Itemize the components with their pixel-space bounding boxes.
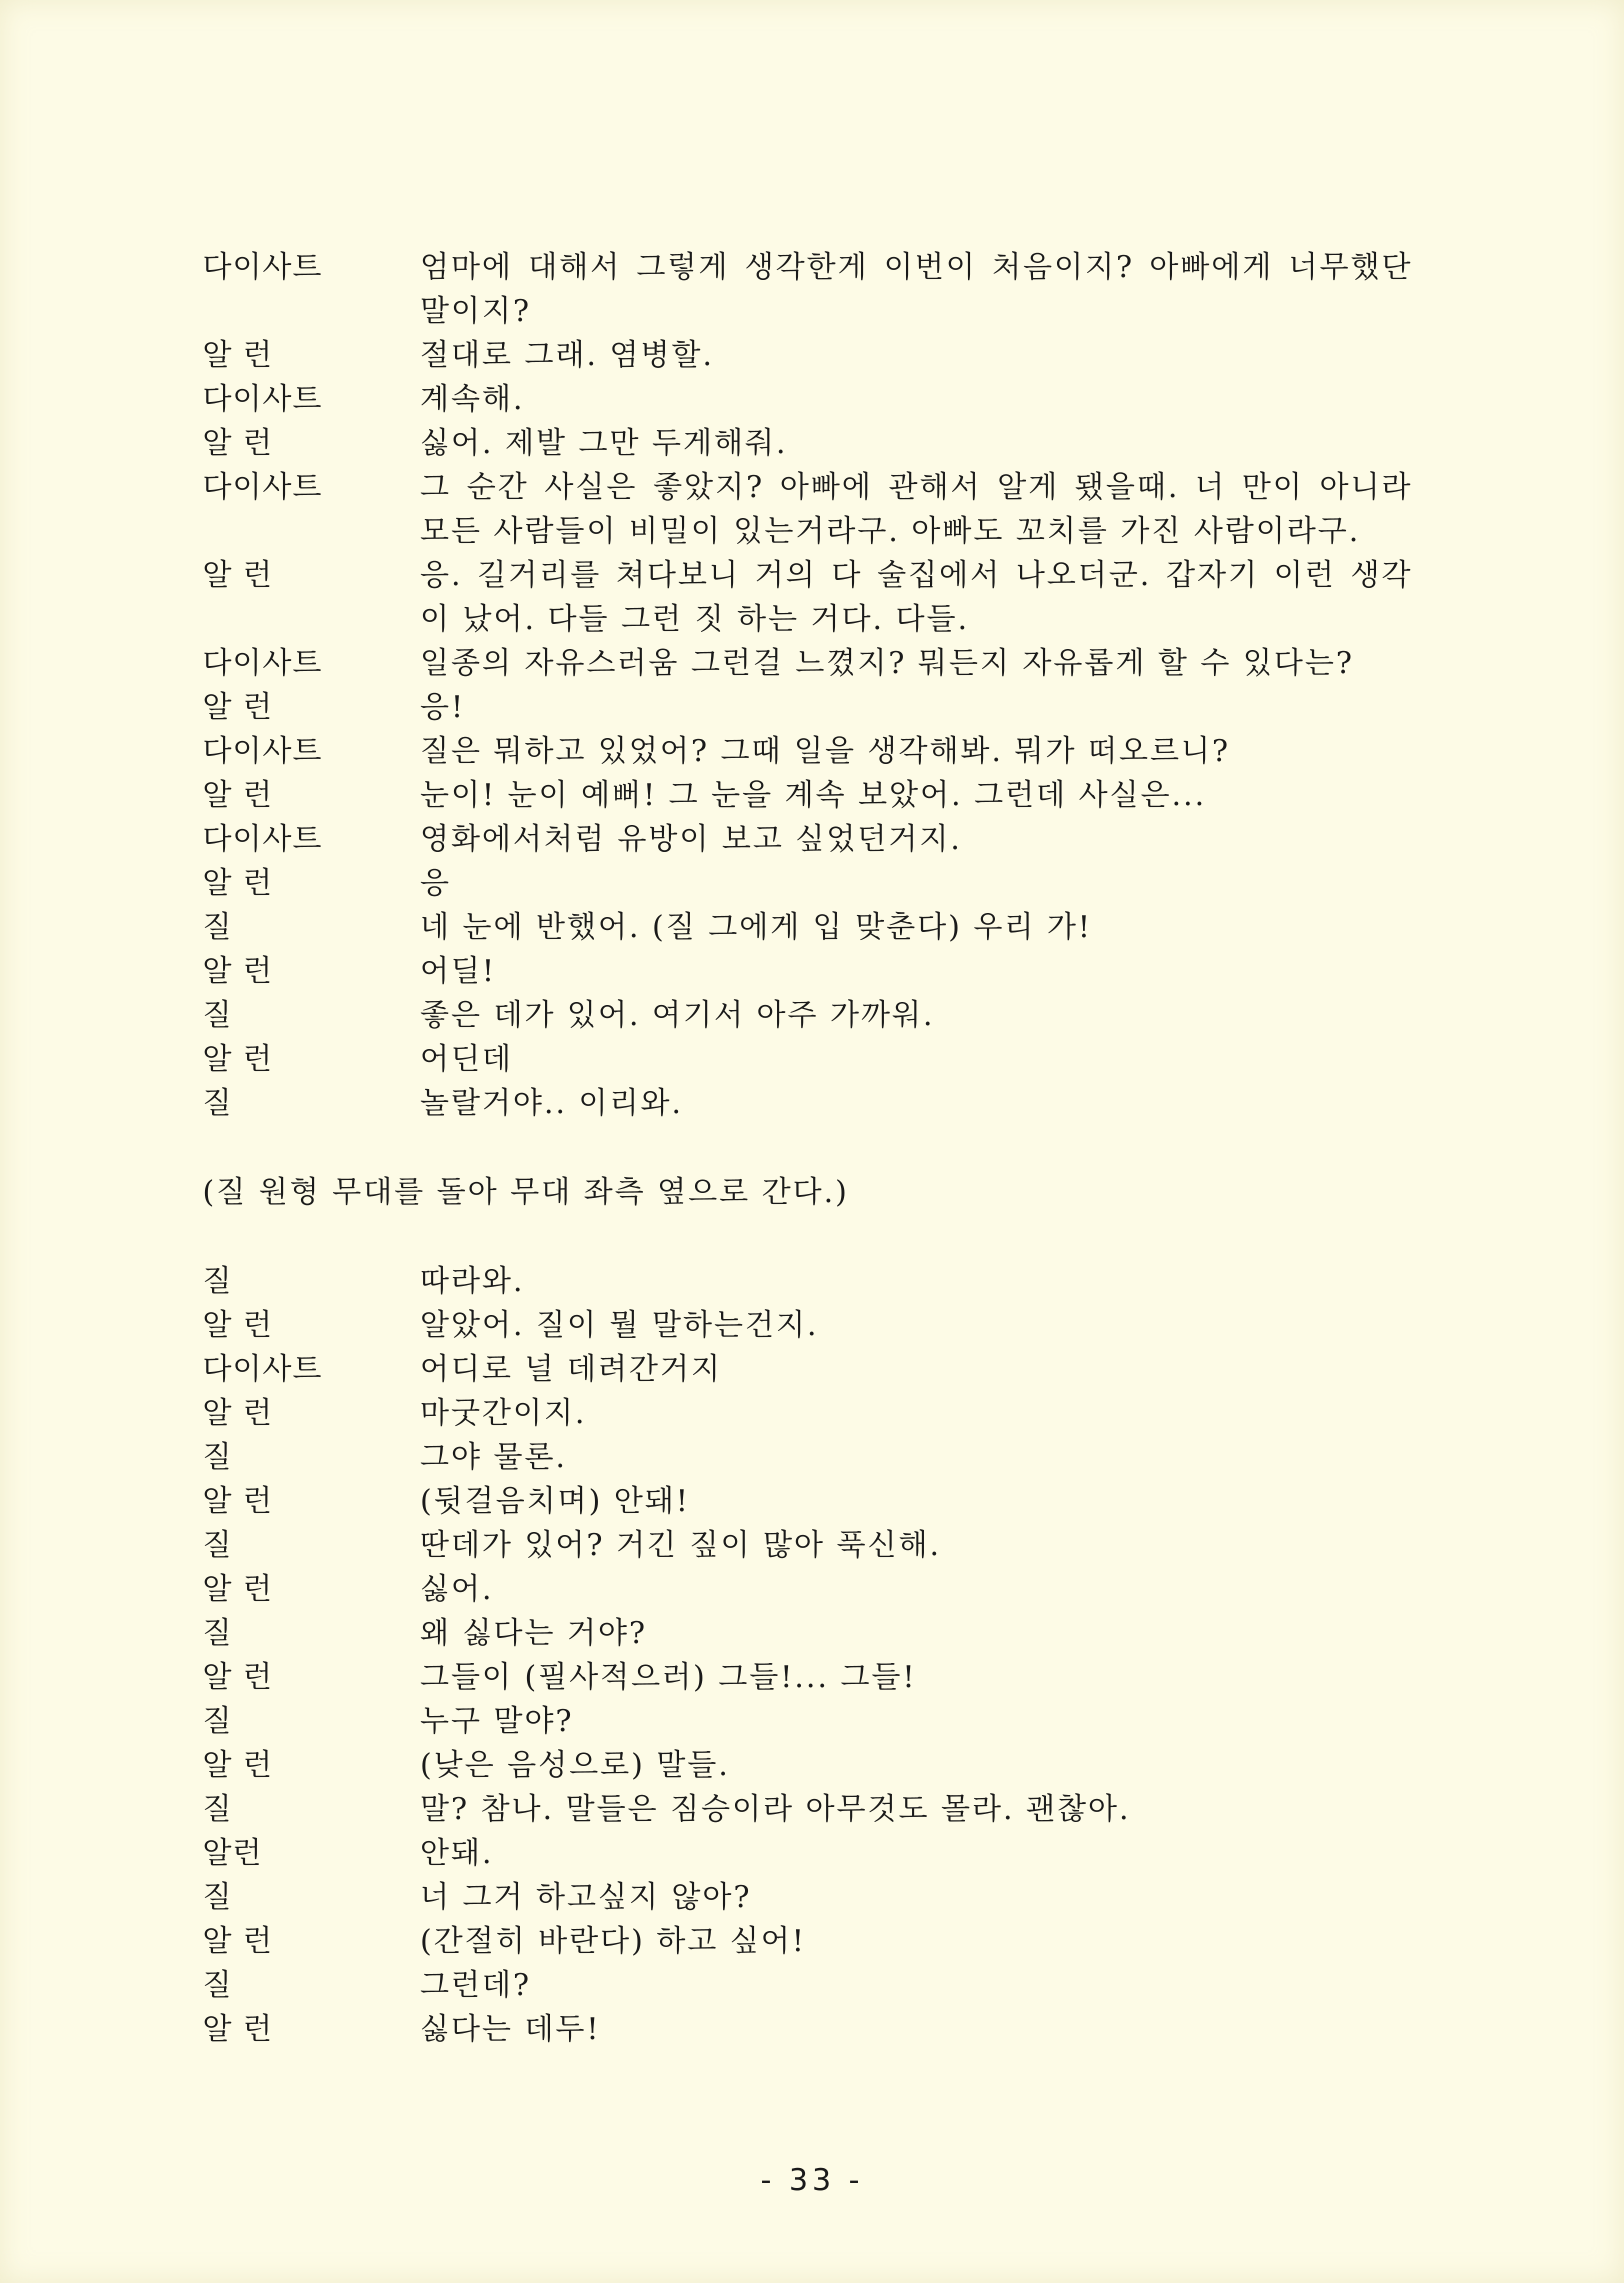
speaker-name: 알 런 bbox=[202, 1042, 273, 1076]
dialogue-block-bottom bbox=[202, 1259, 1412, 2051]
dialogue-line bbox=[202, 1655, 1412, 1699]
dialogue-line bbox=[202, 465, 1412, 553]
dialogue-text: 그야 물론. bbox=[420, 1440, 567, 1474]
dialogue-line bbox=[202, 685, 1412, 729]
dialogue-line bbox=[202, 1699, 1412, 1743]
dialogue-line bbox=[202, 1303, 1412, 1347]
dialogue-line bbox=[202, 377, 1412, 421]
dialogue-text: 어딜! bbox=[420, 954, 496, 988]
dialogue-line bbox=[202, 1081, 1412, 1125]
dialogue-text: 질은 뭐하고 있었어? 그때 일을 생각해봐. 뭐가 떠오르니? bbox=[420, 734, 1230, 768]
speaker-name: 질 bbox=[202, 1440, 232, 1474]
speaker-name: 알런 bbox=[202, 1836, 262, 1870]
dialogue-text: 알았어. 질이 뭘 말하는건지. bbox=[420, 1308, 818, 1342]
speaker-name: 다이사트 bbox=[202, 382, 322, 416]
dialogue-text: 어디로 널 데려간거지 bbox=[420, 1352, 722, 1386]
dialogue-text: 왜 싫다는 거야? bbox=[420, 1616, 648, 1650]
dialogue-line bbox=[202, 553, 1412, 641]
dialogue-line bbox=[202, 1963, 1412, 2007]
dialogue-line bbox=[202, 1523, 1412, 1567]
dialogue-text: 놀랄거야.. 이리와. bbox=[420, 1086, 684, 1120]
dialogue-line bbox=[202, 905, 1412, 949]
speaker-name: 질 bbox=[202, 1616, 232, 1650]
dialogue-line bbox=[202, 1391, 1412, 1435]
dialogue-text: 싫다는 데두! bbox=[420, 2012, 600, 2046]
dialogue-line bbox=[202, 421, 1412, 465]
dialogue-line bbox=[202, 1435, 1412, 1479]
speaker-name: 질 bbox=[202, 998, 232, 1032]
speaker-name: 알 런 bbox=[202, 866, 273, 900]
dialogue-line bbox=[202, 1037, 1412, 1081]
speaker-name: 알 런 bbox=[202, 2012, 273, 2046]
dialogue-line bbox=[202, 1611, 1412, 1655]
dialogue-line bbox=[202, 1875, 1412, 1919]
dialogue-text: 그 순간 사실은 좋았지? 아빠에 관해서 알게 됐을때. 너 만이 아니라 모든 사람들이 비밀이 있는거라구. 아빠도 꼬치를 가진 사람이라구. bbox=[420, 470, 1412, 548]
dialogue-line bbox=[202, 333, 1412, 377]
dialogue-text: 말? 참나. 말들은 짐승이라 아무것도 몰라. 괜찮아. bbox=[420, 1792, 1131, 1826]
speaker-name: 알 런 bbox=[202, 1748, 273, 1782]
stage-direction: (질 원형 무대를 돌아 무대 좌측 옆으로 간다.) bbox=[202, 1174, 849, 1210]
speaker-name: 알 런 bbox=[202, 1308, 273, 1342]
speaker-name: 질 bbox=[202, 1968, 232, 2002]
dialogue-text: 딴데가 있어? 거긴 짚이 많아 푹신해. bbox=[420, 1528, 942, 1562]
dialogue-line bbox=[202, 1919, 1412, 1963]
speaker-name: 다이사트 bbox=[202, 250, 322, 284]
dialogue-line bbox=[202, 861, 1412, 905]
dialogue-text: 누구 말야? bbox=[420, 1704, 574, 1738]
speaker-name: 질 bbox=[202, 1792, 232, 1826]
dialogue-line bbox=[202, 1831, 1412, 1875]
dialogue-text: 계속해. bbox=[420, 382, 524, 416]
dialogue-line bbox=[202, 1787, 1412, 1831]
dialogue-text: 응 bbox=[420, 866, 451, 900]
dialogue-line bbox=[202, 641, 1412, 685]
speaker-name: 알 런 bbox=[202, 690, 273, 724]
speaker-name: 다이사트 bbox=[202, 734, 322, 768]
page-number: - 33 - bbox=[760, 2162, 864, 2198]
dialogue-text: 응. 길거리를 쳐다보니 거의 다 술집에서 나오더군. 갑자기 이런 생각이 났어. 다들 그런 짓 하는 거다. 다들. bbox=[420, 558, 1412, 636]
dialogue-line bbox=[202, 1259, 1412, 1303]
dialogue-line bbox=[202, 817, 1412, 861]
dialogue-text: 눈이! 눈이 예뻐! 그 눈을 계속 보았어. 그런데 사실은... bbox=[420, 778, 1206, 812]
dialogue-text: 절대로 그래. 염병할. bbox=[420, 338, 714, 372]
dialogue-text: 그런데? bbox=[420, 1968, 532, 2002]
speaker-name: 질 bbox=[202, 910, 232, 944]
dialogue-line bbox=[202, 949, 1412, 993]
speaker-name: 알 런 bbox=[202, 1484, 273, 1518]
speaker-name: 알 런 bbox=[202, 426, 273, 460]
dialogue-line bbox=[202, 993, 1412, 1037]
dialogue-line bbox=[202, 1567, 1412, 1611]
dialogue-text: 싫어. bbox=[420, 1572, 494, 1606]
dialogue-text: 안돼. bbox=[420, 1836, 494, 1870]
speaker-name: 알 런 bbox=[202, 1396, 273, 1430]
speaker-name: 알 런 bbox=[202, 558, 273, 592]
dialogue-text: 엄마에 대해서 그렇게 생각한게 이번이 처음이지? 아빠에게 너무했단 말이지? bbox=[420, 250, 1412, 328]
dialogue-text: (낮은 음성으로) 말들. bbox=[420, 1748, 730, 1782]
dialogue-line bbox=[202, 2007, 1412, 2051]
dialogue-text: 그들이 (필사적으러) 그들!... 그들! bbox=[420, 1660, 916, 1694]
speaker-name: 질 bbox=[202, 1880, 232, 1914]
dialogue-text: (뒷걸음치며) 안돼! bbox=[420, 1484, 690, 1518]
dialogue-text: 마굿간이지. bbox=[420, 1396, 586, 1430]
dialogue-text: (간절히 바란다) 하고 싶어! bbox=[420, 1924, 806, 1958]
speaker-name: 알 런 bbox=[202, 338, 273, 372]
speaker-name: 알 런 bbox=[202, 1572, 273, 1606]
speaker-name: 알 런 bbox=[202, 1660, 273, 1694]
script-body bbox=[202, 245, 1412, 2051]
dialogue-text: 네 눈에 반했어. (질 그에게 입 맞춘다) 우리 가! bbox=[420, 910, 1092, 944]
dialogue-text: 따라와. bbox=[420, 1264, 524, 1298]
speaker-name: 다이사트 bbox=[202, 646, 322, 680]
speaker-name: 다이사트 bbox=[202, 470, 322, 504]
dialogue-line bbox=[202, 1347, 1412, 1391]
speaker-name: 질 bbox=[202, 1704, 232, 1738]
speaker-name: 질 bbox=[202, 1264, 232, 1298]
speaker-name: 다이사트 bbox=[202, 822, 322, 856]
speaker-name: 알 런 bbox=[202, 1924, 273, 1958]
dialogue-text: 영화에서처럼 유방이 보고 싶었던거지. bbox=[420, 822, 962, 856]
speaker-name: 알 런 bbox=[202, 778, 273, 812]
dialogue-line bbox=[202, 1479, 1412, 1523]
speaker-name: 알 런 bbox=[202, 954, 273, 988]
dialogue-text: 싫어. 제발 그만 두게해줘. bbox=[420, 426, 788, 460]
dialogue-text: 좋은 데가 있어. 여기서 아주 가까워. bbox=[420, 998, 934, 1032]
dialogue-line bbox=[202, 1743, 1412, 1787]
dialogue-line bbox=[202, 773, 1412, 817]
speaker-name: 다이사트 bbox=[202, 1352, 322, 1386]
dialogue-line bbox=[202, 729, 1412, 773]
dialogue-line bbox=[202, 245, 1412, 333]
dialogue-block-top bbox=[202, 245, 1412, 1125]
dialogue-text: 너 그거 하고싶지 않아? bbox=[420, 1880, 752, 1914]
dialogue-text: 응! bbox=[420, 690, 466, 724]
speaker-name: 질 bbox=[202, 1528, 232, 1562]
dialogue-text: 어딘데 bbox=[420, 1042, 513, 1076]
dialogue-text: 일종의 자유스러움 그런걸 느꼈지? 뭐든지 자유롭게 할 수 있다는? bbox=[420, 646, 1354, 680]
speaker-name: 질 bbox=[202, 1086, 232, 1120]
